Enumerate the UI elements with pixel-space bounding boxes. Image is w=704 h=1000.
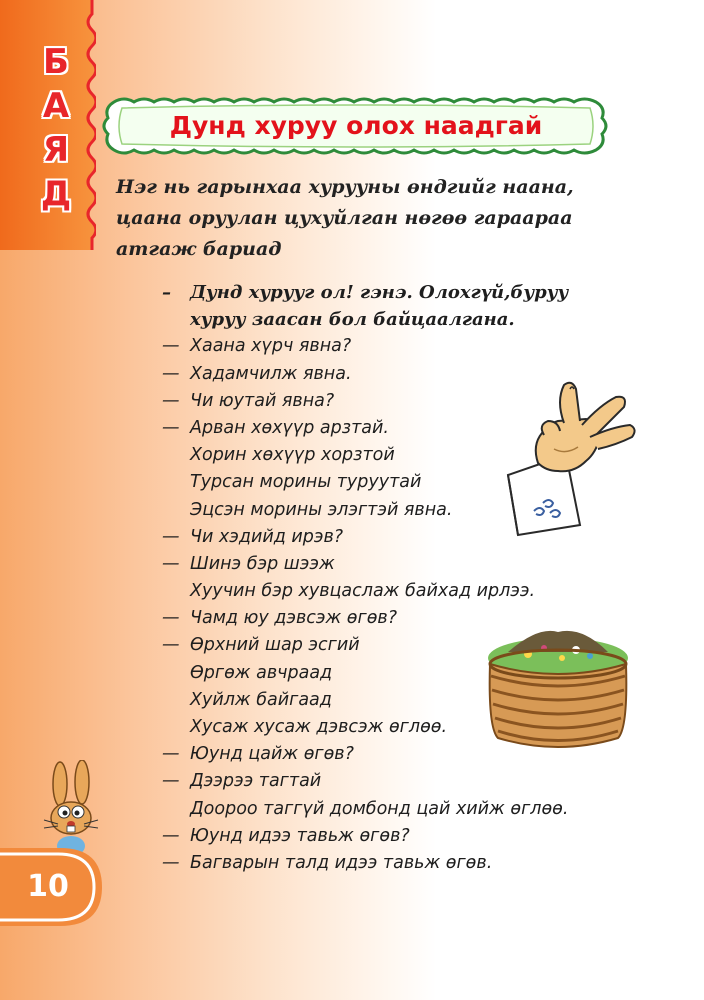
line-dash: — [162,635,180,656]
line-dash: — [162,744,180,765]
line-dash: — [162,825,180,846]
page-title: Дунд хуруу олох наадгай [169,111,543,140]
line-dash: — [162,771,180,792]
line-text: Юунд цайж өгөв? [190,744,354,765]
basket-icon [478,618,638,758]
poem [162,279,642,877]
line-text: Шинэ бэр шээж [190,553,335,574]
page-number: 10 [27,869,69,904]
line-text: Дээрээ тагтай [190,771,322,792]
line-dash: — [162,417,180,438]
line-text: Өргөж авчраад [190,662,333,683]
line-dash: — [162,553,180,574]
line-text: Доороо таггүй домбонд цай хийж өглөө. [190,798,569,819]
intro-line: атгаж бариад [116,238,282,260]
line-text: Юунд идээ тавьж өгөв? [190,825,410,846]
line-dash: — [162,526,180,547]
line-dash: — [162,390,180,411]
line-text: Арван хөхүүр арзтай. [190,417,389,438]
line-text: Чи юутай явна? [190,390,335,411]
line-text: Хаана хүрч явна? [190,336,352,357]
poem-line [162,333,642,360]
intro-line: Нэг нь гарынхаа хурууны өндгийг наана, [116,176,574,198]
line-text: Эцсэн морины элэгтэй явна. [190,499,453,520]
poem-line [162,578,642,605]
line-text: Хуучин бэр хувцаслаж байхад ирлээ. [190,581,536,602]
poem-line [162,768,642,795]
line-text: Турсан морины туруутай [190,472,422,493]
poem-line [162,306,642,333]
line-dash: – [162,282,171,303]
line-text: Чи хэдийд ирэв? [190,526,344,547]
side-letter: Д [40,174,72,214]
intro-line: цаана оруулан цухуйлган нөгөө гараараа [116,207,573,229]
line-text: Өрхний шар эсгий [190,635,360,656]
side-letter: Б [43,42,69,82]
side-letter: А [42,86,70,126]
line-dash: — [162,363,180,384]
title-banner [100,96,612,156]
line-dash: — [162,852,180,873]
poem-line [162,279,642,306]
basket-illustration [478,618,638,758]
line-text: Хуйлж байгаад [190,689,332,710]
hand-icon [488,375,638,540]
intro-paragraph [116,172,586,265]
line-text: Чамд юу дэвсэж өгөв? [190,608,398,629]
line-dash: — [162,608,180,629]
line-text: Багварын талд идээ тавьж өгөв. [190,852,493,873]
side-letter: Я [42,130,70,170]
rabbit-icon [36,760,108,856]
poem-line [162,796,642,823]
poem-line [162,823,642,850]
page-number-badge [0,844,120,930]
line-text: Хадамчилж явна. [190,363,352,384]
line-text: Дунд хурууг ол! гэнэ. Олохгүй,буруу [190,282,569,303]
line-text: Хусаж хусаж дэвсэж өглөө. [190,717,448,737]
poem-line [162,850,642,877]
poem-line [162,551,642,578]
side-tab [0,0,96,250]
rabbit-illustration [36,760,108,856]
line-dash: — [162,336,180,357]
line-text: Хорин хөхүүр хорзтой [190,445,395,466]
line-text: хуруу заасан бол байцаалгана. [190,309,515,331]
hand-illustration [488,375,638,540]
